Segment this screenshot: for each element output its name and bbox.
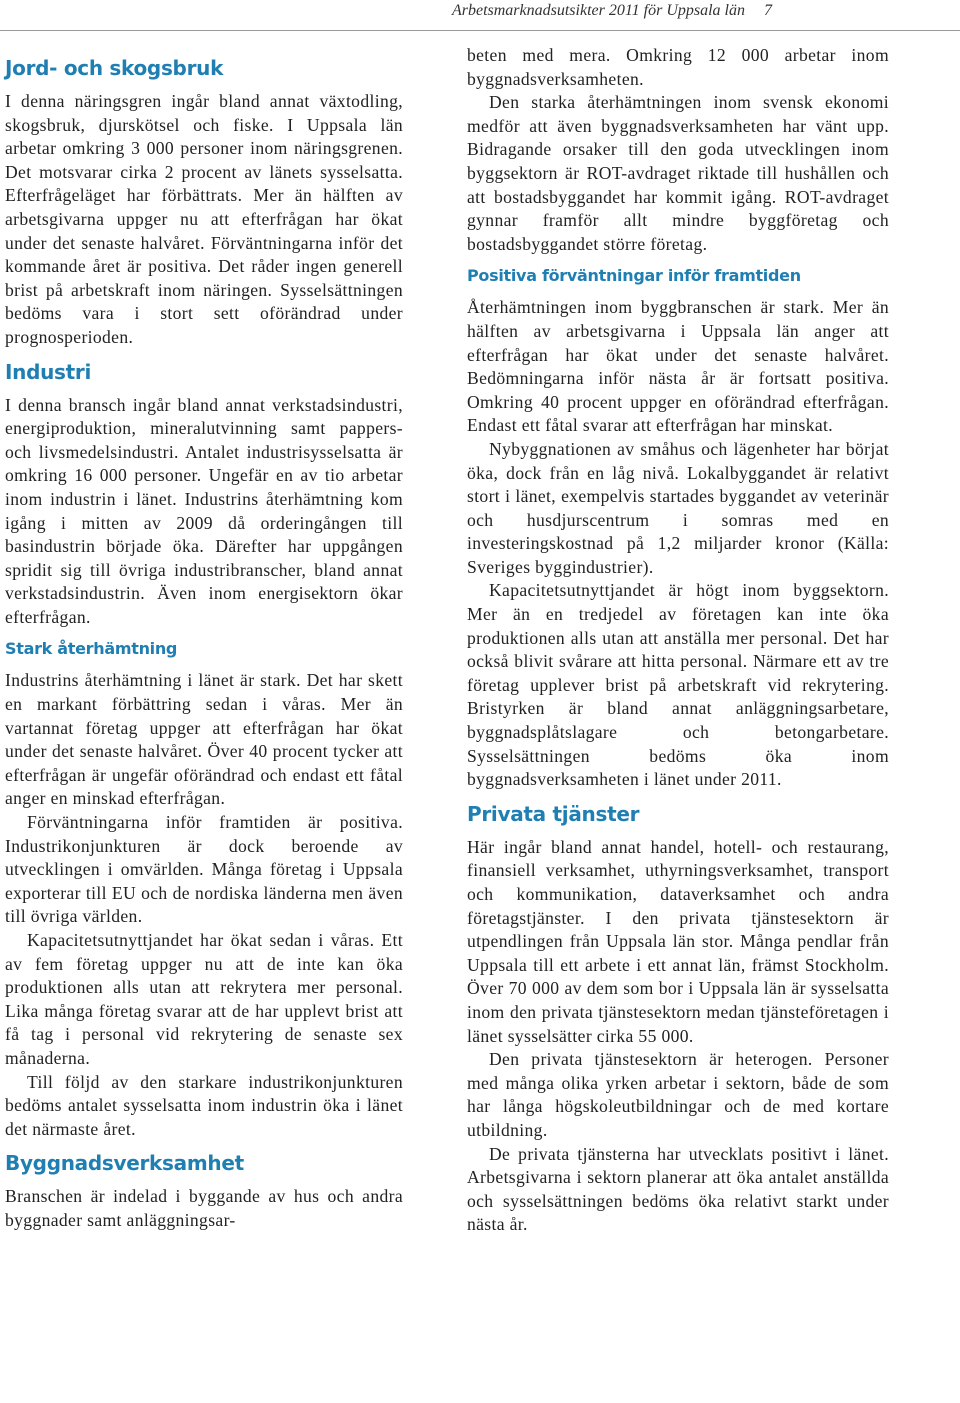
paragraph-positiva-2: Nybyggnationen av småhus och lägenheter har börjat öka, dock från en låg nivå. Lokalbyggandet är relativt stort i länet, exempelvis startades byggandet av veterinär och husdjurscentrum i somras med en investeringskostnad på 1,2 miljarder kronor (Källa: Sveriges byggindustrier). (467, 438, 889, 577)
heading-industri: Industri (5, 359, 92, 384)
paragraph-stark-4: Till följd av den starkare industrikonjunkturen bedöms antalet sysselsatta inom industrin öka i länet det närmaste året. (5, 1071, 403, 1139)
paragraph-privata-3: De privata tjänsterna har utvecklats positivt i länet. Arbetsgivarna i sektorn planerar att öka antalet anställda och sysselsättningen bedöms öka relativt starkt under nästa år. (467, 1143, 889, 1235)
paragraph-positiva-1: Återhämtningen inom byggbranschen är stark. Mer än hälften av arbetsgivarna i Uppsala län anger att efterfrågan har ökat under det senaste halvåret. Bedömningarna inför nästa år är fortsatt positiva. Omkring 40 procent uppger en oförändrad efterfrågan. Endast ett fåtal svarar att efterfrågan har minskat. (467, 297, 889, 436)
paragraph-stark-3: Kapacitetsutnyttjandet har ökat sedan i våras. Ett av fem företag uppger nu att de inte kan öka produktionen alls utan att rekrytera mer personal. Lika många företag svarar att de har upplevt brist att få tag i personal vid rekrytering de senaste sex månaderna. (5, 930, 403, 1068)
heading-stark-aterhamtning: Stark återhämtning (5, 639, 178, 659)
paragraph-industri-1: I denna bransch ingår bland annat verkstadsindustri, energiproduktion, mineralutvinning samt pappers- och livsmedelsindustri. Antalet industrisysselsatta är omkring 16 000 personer. Ungefär en av tio arbetar inom industrin i länet. Industrins återhämtning kom igång i mitten av 2009 då orderingången till basindustrin började öka. Därefter har uppgången spridit sig till övriga industribranscher, bland annat verkstadsindustrin. Även inom energisektorn ökar efterfrågan. (5, 394, 403, 627)
publication-title: Arbetsmarknadsutsikter 2011 för Uppsala län (451, 2, 745, 19)
heading-privata-tjanster: Privata tjänster (467, 801, 640, 826)
paragraph-stark-1: Industrins återhämtning i länet är stark. Det har skett en markant förbättring sedan i våras. Mer än vartannat företag uppger att efterfrågan har ökat under det senaste halvåret. Över 40 procent tycker att efterfrågan är ungefär oförändrad och endast ett fåtal anger en minskad efterfrågan. (5, 670, 403, 809)
left-column (5, 54, 403, 1233)
paragraph-privata-2: Den privata tjänstesektorn är heterogen. Personer med många olika yrken arbetar i sektorn, både de som har långa högskoleutbildningar och de med kortare utbildning. (467, 1049, 889, 1140)
running-header (0, 0, 960, 31)
heading-positiva-forvantningar: Positiva förväntningar inför framtiden (467, 266, 801, 286)
page-number: 7 (764, 2, 772, 19)
paragraph-jord-1: I denna näringsgren ingår bland annat växtodling, skogsbruk, djurskötsel och fiske. I Uppsala län arbetar omkring 3 000 personer inom näringsgrenen. Det motsvarar cirka 2 procent av länets sysselsatta. Efterfrågeläget har förbättrats. Mer än hälften av arbetsgivarna uppger nu att efterfrågan har ökat under det senaste halvåret. Förväntningarna inför det kommande året är positiva. Det råder ingen generell brist på arbetskraft inom näringen. Sysselsättningen bedöms vara i stort sett oförändrad under prognosperioden. (5, 91, 403, 347)
paragraph-bygg-1: Branschen är indelad i byggande av hus och andra byggnader samt anläggningsar- (5, 1186, 403, 1230)
paragraph-privata-1: Här ingår bland annat handel, hotell- och restaurang, finansiell verksamhet, uthyrningsverksamhet, transport och kommunikation, dataverksamhet och andra företagstjänster. I den privata tjänstesektorn är utpendlingen från Uppsala län stor. Många pendlar från Uppsala till ett arbete i ett annat län, främst Stockholm. Över 70 000 av dem som bor i Uppsala län är sysselsatta inom den privata tjänstesektorn medan tjänsteföretagen i länet sysselsätter cirka 55 000. (467, 836, 889, 1046)
heading-jord-och-skogsbruk: Jord- och skogsbruk (5, 56, 224, 80)
paragraph-positiva-3: Kapacitetsutnyttjandet är högt inom byggsektorn. Mer än en tredjedel av företagen kan inte öka produktionen alls utan att anställa mer personal. Det har också blivit svårare att hitta personal. Närmare ett av tre företag upplever brist på arbetskraft vid rekrytering. Bristyrken är bland annat anläggningsarbetare, byggnadsplåtslagare och betongarbetare. Sysselsättningen bedöms öka inom byggnadsverksamheten i länet under 2011. (467, 580, 889, 790)
paragraph-bygg-continued: beten med mera. Omkring 12 000 arbetar inom byggnadsverksamheten. (467, 45, 889, 89)
right-column (467, 44, 889, 1237)
paragraph-bygg-2: Den starka återhämtningen inom svensk ekonomi medför att även byggnadsverksamheten har vänt upp. Bidragande orsaker till den goda utvecklingen inom byggsektorn är ROT-avdraget riktade till hushållen och att bostadsbyggandet har kommit igång. ROT-avdraget gynnar framför allt mindre byggföretag och bostadsbyggandet större företag. (467, 92, 889, 254)
heading-byggnadsverksamhet: Byggnadsverksamhet (5, 1151, 244, 1176)
paragraph-stark-2: Förväntningarna inför framtiden är positiva. Industrikonjunkturen är dock beroende av utvecklingen i omvärlden. Många företag i Uppsala exporterar till EU och de nordiska länderna men även till övriga världen. (5, 812, 403, 927)
